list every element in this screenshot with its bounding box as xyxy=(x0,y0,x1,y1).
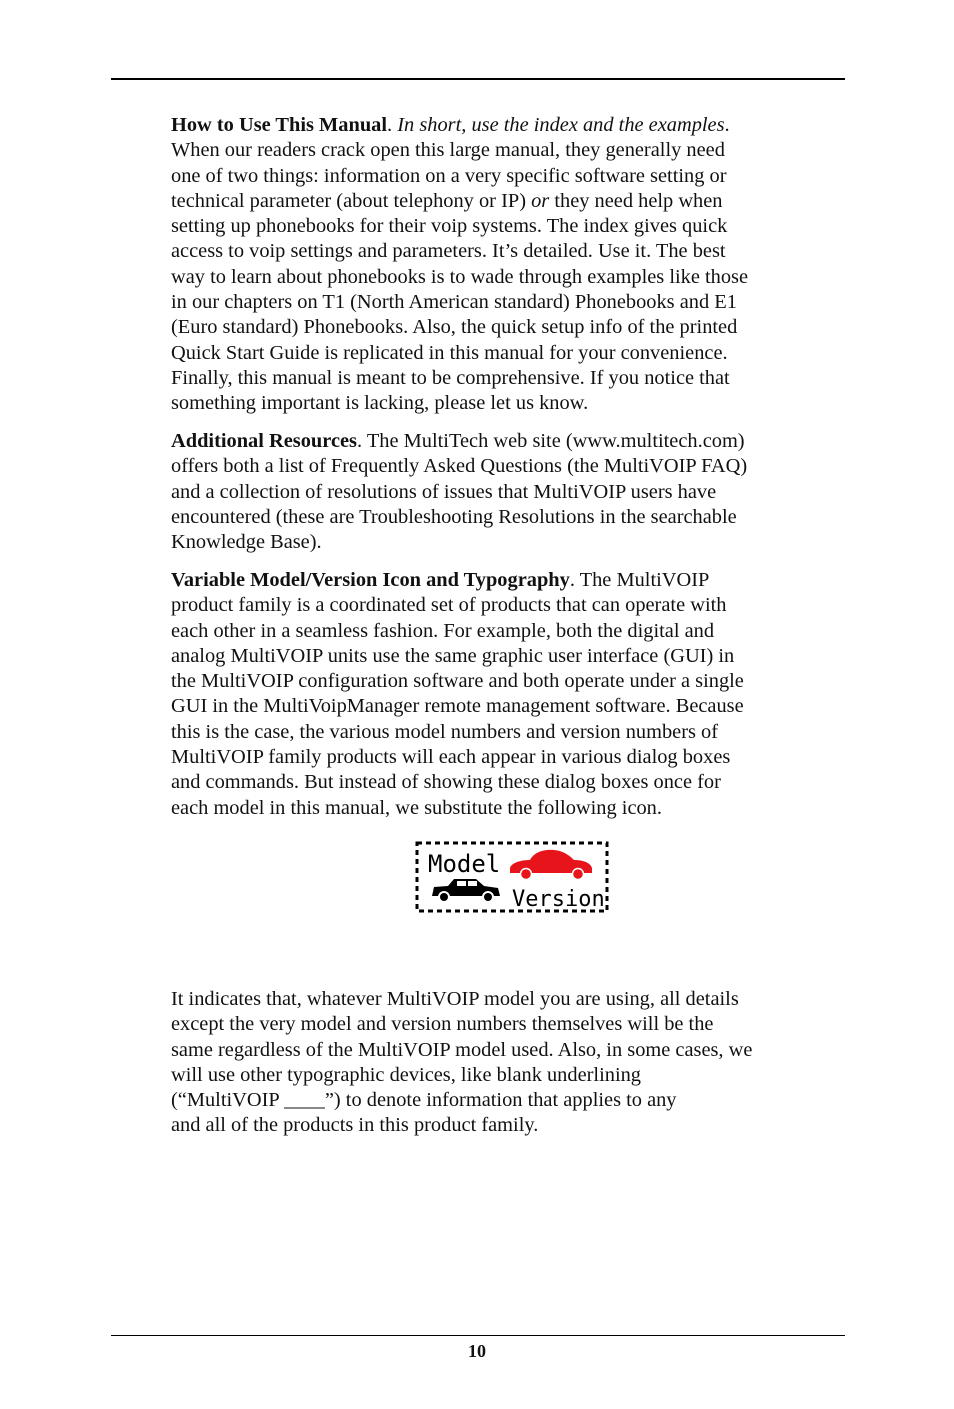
how-to-use-heading: How to Use This Manual xyxy=(171,114,388,136)
black-car-icon xyxy=(432,879,500,902)
footer-rule xyxy=(111,1335,845,1336)
indicates-paragraph: It indicates that, whatever MultiVOIP model you are using, all details except the very model and version numbers themselves will be the same regardless of the MultiVOIP model used. Also, in some cases, we will use other typographic devices, like blank underlining (“MultiVOIP ____”) to denote information that applies to any and all of the products in this product family. xyxy=(171,988,753,1137)
additional-resources-paragraph: Additional Resources. The MultiTech web site (www.multitech.com) offers both a list of Frequently Asked Questions (the MultiVOIP FAQ) and a collection of resolutions of issues that MultiVOIP users have encountered (these are Troubleshooting Resolutions in the searchable Knowledge Base). xyxy=(171,430,748,554)
icon-version-text: Version xyxy=(512,887,605,912)
page-number: 10 xyxy=(468,1341,486,1361)
red-car-icon xyxy=(510,850,592,880)
variable-model-paragraph: Variable Model/Version Icon and Typography. The MultiVOIP product family is a coordinated set of products that can operate with each other in a seamless fashion. For example, both the digital and analog MultiVOIP units use the same graphic user interface (GUI) in the MultiVOIP configuration software and both operate under a single GUI in the MultiVoipManager remote management software. Because this is the case, the various model numbers and version numbers of MultiVOIP family products will each appear in various dialog boxes and commands. But instead of showing these dialog boxes once for each model in this manual, we substitute the following icon. xyxy=(171,569,744,819)
how-to-use-lead: In short, use the index and the examples xyxy=(397,114,725,136)
icon-model-text: Model xyxy=(428,850,501,878)
model-version-icon xyxy=(414,840,610,914)
header-rule xyxy=(111,78,845,80)
how-to-use-paragraph: How to Use This Manual. In short, use the index and the examples. When our readers crack open this large manual, they generally need one of two things: information on a very specific software setting or technical parameter (about telephony or IP) or they need help when setting up phonebooks for their voip systems. The index gives quick access to voip settings and parameters. It’s detailed. Use it. The best way to learn about phonebooks is to wade through examples like those in our chapters on T1 (North American standard) Phonebooks and E1 (Euro standard) Phonebooks. Also, the quick setup info of the printed Quick Start Guide is replicated in this manual for your convenience. Finally, this manual is meant to be comprehensive. If you notice that something important is lacking, please let us know. xyxy=(171,114,749,415)
variable-model-heading: Variable Model/Version Icon and Typography xyxy=(171,569,570,591)
additional-resources-heading: Additional Resources xyxy=(171,430,357,452)
